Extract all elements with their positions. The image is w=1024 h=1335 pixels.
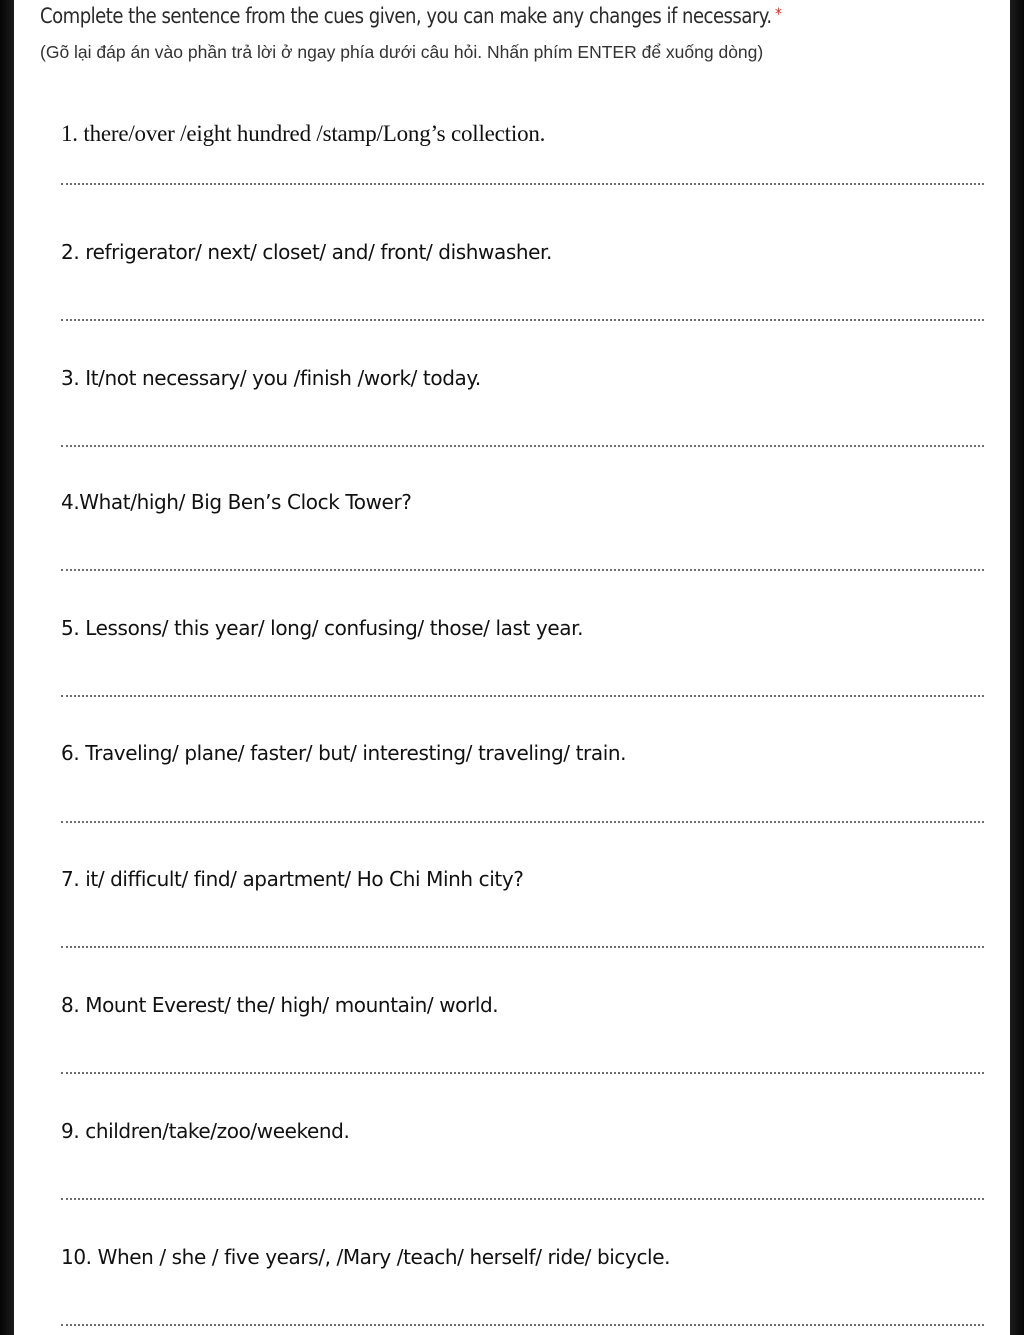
exercise-item-9 — [61, 1119, 984, 1143]
exercise-cue: 7. it/ difficult/ find/ apartment/ Ho Chi Minh city? — [61, 867, 524, 891]
exercise-item-4 — [61, 490, 984, 514]
right-screen-edge — [1010, 0, 1024, 1335]
exercise-cue: 5. Lessons/ this year/ long/ confusing/ those/ last year. — [61, 616, 584, 640]
form-question-card — [14, 0, 1010, 1335]
answer-line — [61, 821, 984, 823]
exercise-cue: 9. children/take/zoo/weekend. — [61, 1119, 350, 1143]
exercise-cue: 2. refrigerator/ next/ closet/ and/ front/ dishwasher. — [61, 240, 552, 264]
exercise-item-10 — [61, 1245, 984, 1269]
answer-line — [61, 1198, 984, 1200]
answer-line — [61, 445, 984, 447]
exercise-cue: 10. When / she / five years/, /Mary /teach/ herself/ ride/ bicycle. — [61, 1245, 671, 1269]
answer-line — [61, 1072, 984, 1074]
exercise-cue: 8. Mount Everest/ the/ high/ mountain/ world. — [61, 993, 499, 1017]
exercise-item-3 — [61, 366, 984, 390]
question-title-text: Complete the sentence from the cues given, you can make any changes if necessary. — [40, 4, 772, 28]
exercise-item-5 — [61, 616, 984, 640]
exercise-item-2 — [61, 240, 984, 264]
question-title — [40, 4, 781, 28]
answer-line — [61, 695, 984, 697]
exercise-item-7 — [61, 867, 984, 891]
exercise-cue: 4.What/high/ Big Ben’s Clock Tower? — [61, 490, 412, 514]
exercise-item-1 — [61, 122, 984, 146]
exercise-item-8 — [61, 993, 984, 1017]
exercise-cue: 3. It/not necessary/ you /finish /work/ today. — [61, 366, 481, 390]
question-instructions: (Gõ lại đáp án vào phần trả lời ở ngay phía dưới câu hỏi. Nhấn phím ENTER để xuống dòng) — [40, 42, 764, 62]
answer-line — [61, 183, 984, 185]
answer-line — [61, 319, 984, 321]
required-marker: * — [775, 4, 782, 23]
exercise-item-6 — [61, 741, 984, 765]
exercise-cue: 6. Traveling/ plane/ faster/ but/ interesting/ traveling/ train. — [61, 741, 627, 765]
answer-line — [61, 569, 984, 571]
answer-line — [61, 1324, 984, 1326]
exercise-cue: 1. there/over /eight hundred /stamp/Long’s collection. — [61, 121, 546, 146]
answer-line — [61, 946, 984, 948]
left-screen-edge — [0, 0, 14, 1335]
